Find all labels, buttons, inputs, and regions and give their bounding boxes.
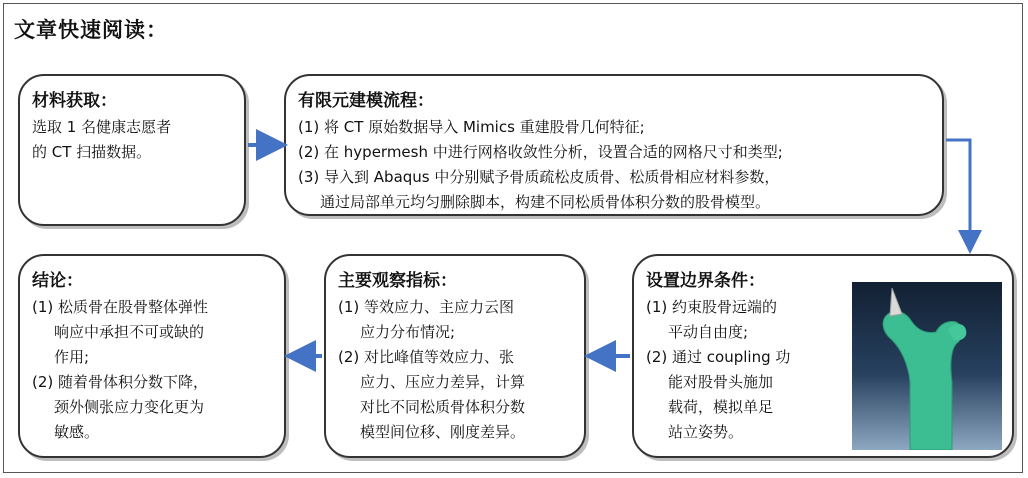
- boundary-line: 平动自由度;: [668, 323, 749, 341]
- conclusion-line: (2) 随着骨体积分数下降，: [32, 373, 209, 391]
- fem-line: (3) 导入到 Abaqus 中分别赋予骨质疏松皮质骨、松质骨相应材料参数，: [298, 168, 780, 186]
- conclusion-line: 作用;: [54, 348, 90, 366]
- boundary-line: 站立姿势。: [668, 423, 744, 441]
- boundary-line: (2) 通过 coupling 功: [646, 348, 791, 366]
- boundary-line: (1) 约束股骨远端的: [646, 298, 778, 316]
- material-title: 材料获取：: [32, 91, 117, 111]
- fem-line: 通过局部单元均匀删除脚本，构建不同松质骨体积分数的股骨模型。: [320, 193, 771, 211]
- material-line: 选取 1 名健康志愿者: [32, 118, 172, 136]
- material-line: 的 CT 扫描数据。: [32, 143, 152, 161]
- indicators-line: (1) 等效应力、主应力云图: [338, 298, 515, 316]
- conclusion-title: 结论：: [32, 271, 83, 291]
- boundary-line: 能对股骨头施加: [668, 373, 774, 391]
- fem-line: (2) 在 hypermesh 中进行网格收敛性分析，设置合适的网格尺寸和类型;: [298, 143, 783, 161]
- conclusion-line: 敏感。: [54, 423, 100, 441]
- boundary-title: 设置边界条件：: [646, 271, 765, 291]
- arrow-fem-to-boundary: [946, 140, 970, 248]
- conclusion-line: 颈外侧张应力变化更为: [54, 398, 205, 416]
- conclusion-line: 响应中承担不可或缺的: [54, 323, 205, 341]
- fem-title: 有限元建模流程：: [298, 91, 434, 111]
- boundary-line: 载荷，模拟单足: [668, 398, 774, 416]
- indicators-line: 模型间位移、刚度差异。: [360, 423, 526, 441]
- conclusion-line: (1) 松质骨在股骨整体弹性: [32, 298, 209, 316]
- indicators-line: (2) 对比峰值等效应力、张: [338, 348, 515, 366]
- indicators-line: 应力分布情况;: [360, 323, 456, 341]
- fem-line: (1) 将 CT 原始数据导入 Mimics 重建股骨几何特征;: [298, 118, 645, 136]
- indicators-line: 应力、压应力差异，计算: [360, 373, 526, 391]
- indicators-title: 主要观察指标：: [338, 271, 457, 291]
- indicators-line: 对比不同松质骨体积分数: [360, 398, 526, 416]
- page-title: 文章快速阅读：: [14, 18, 168, 42]
